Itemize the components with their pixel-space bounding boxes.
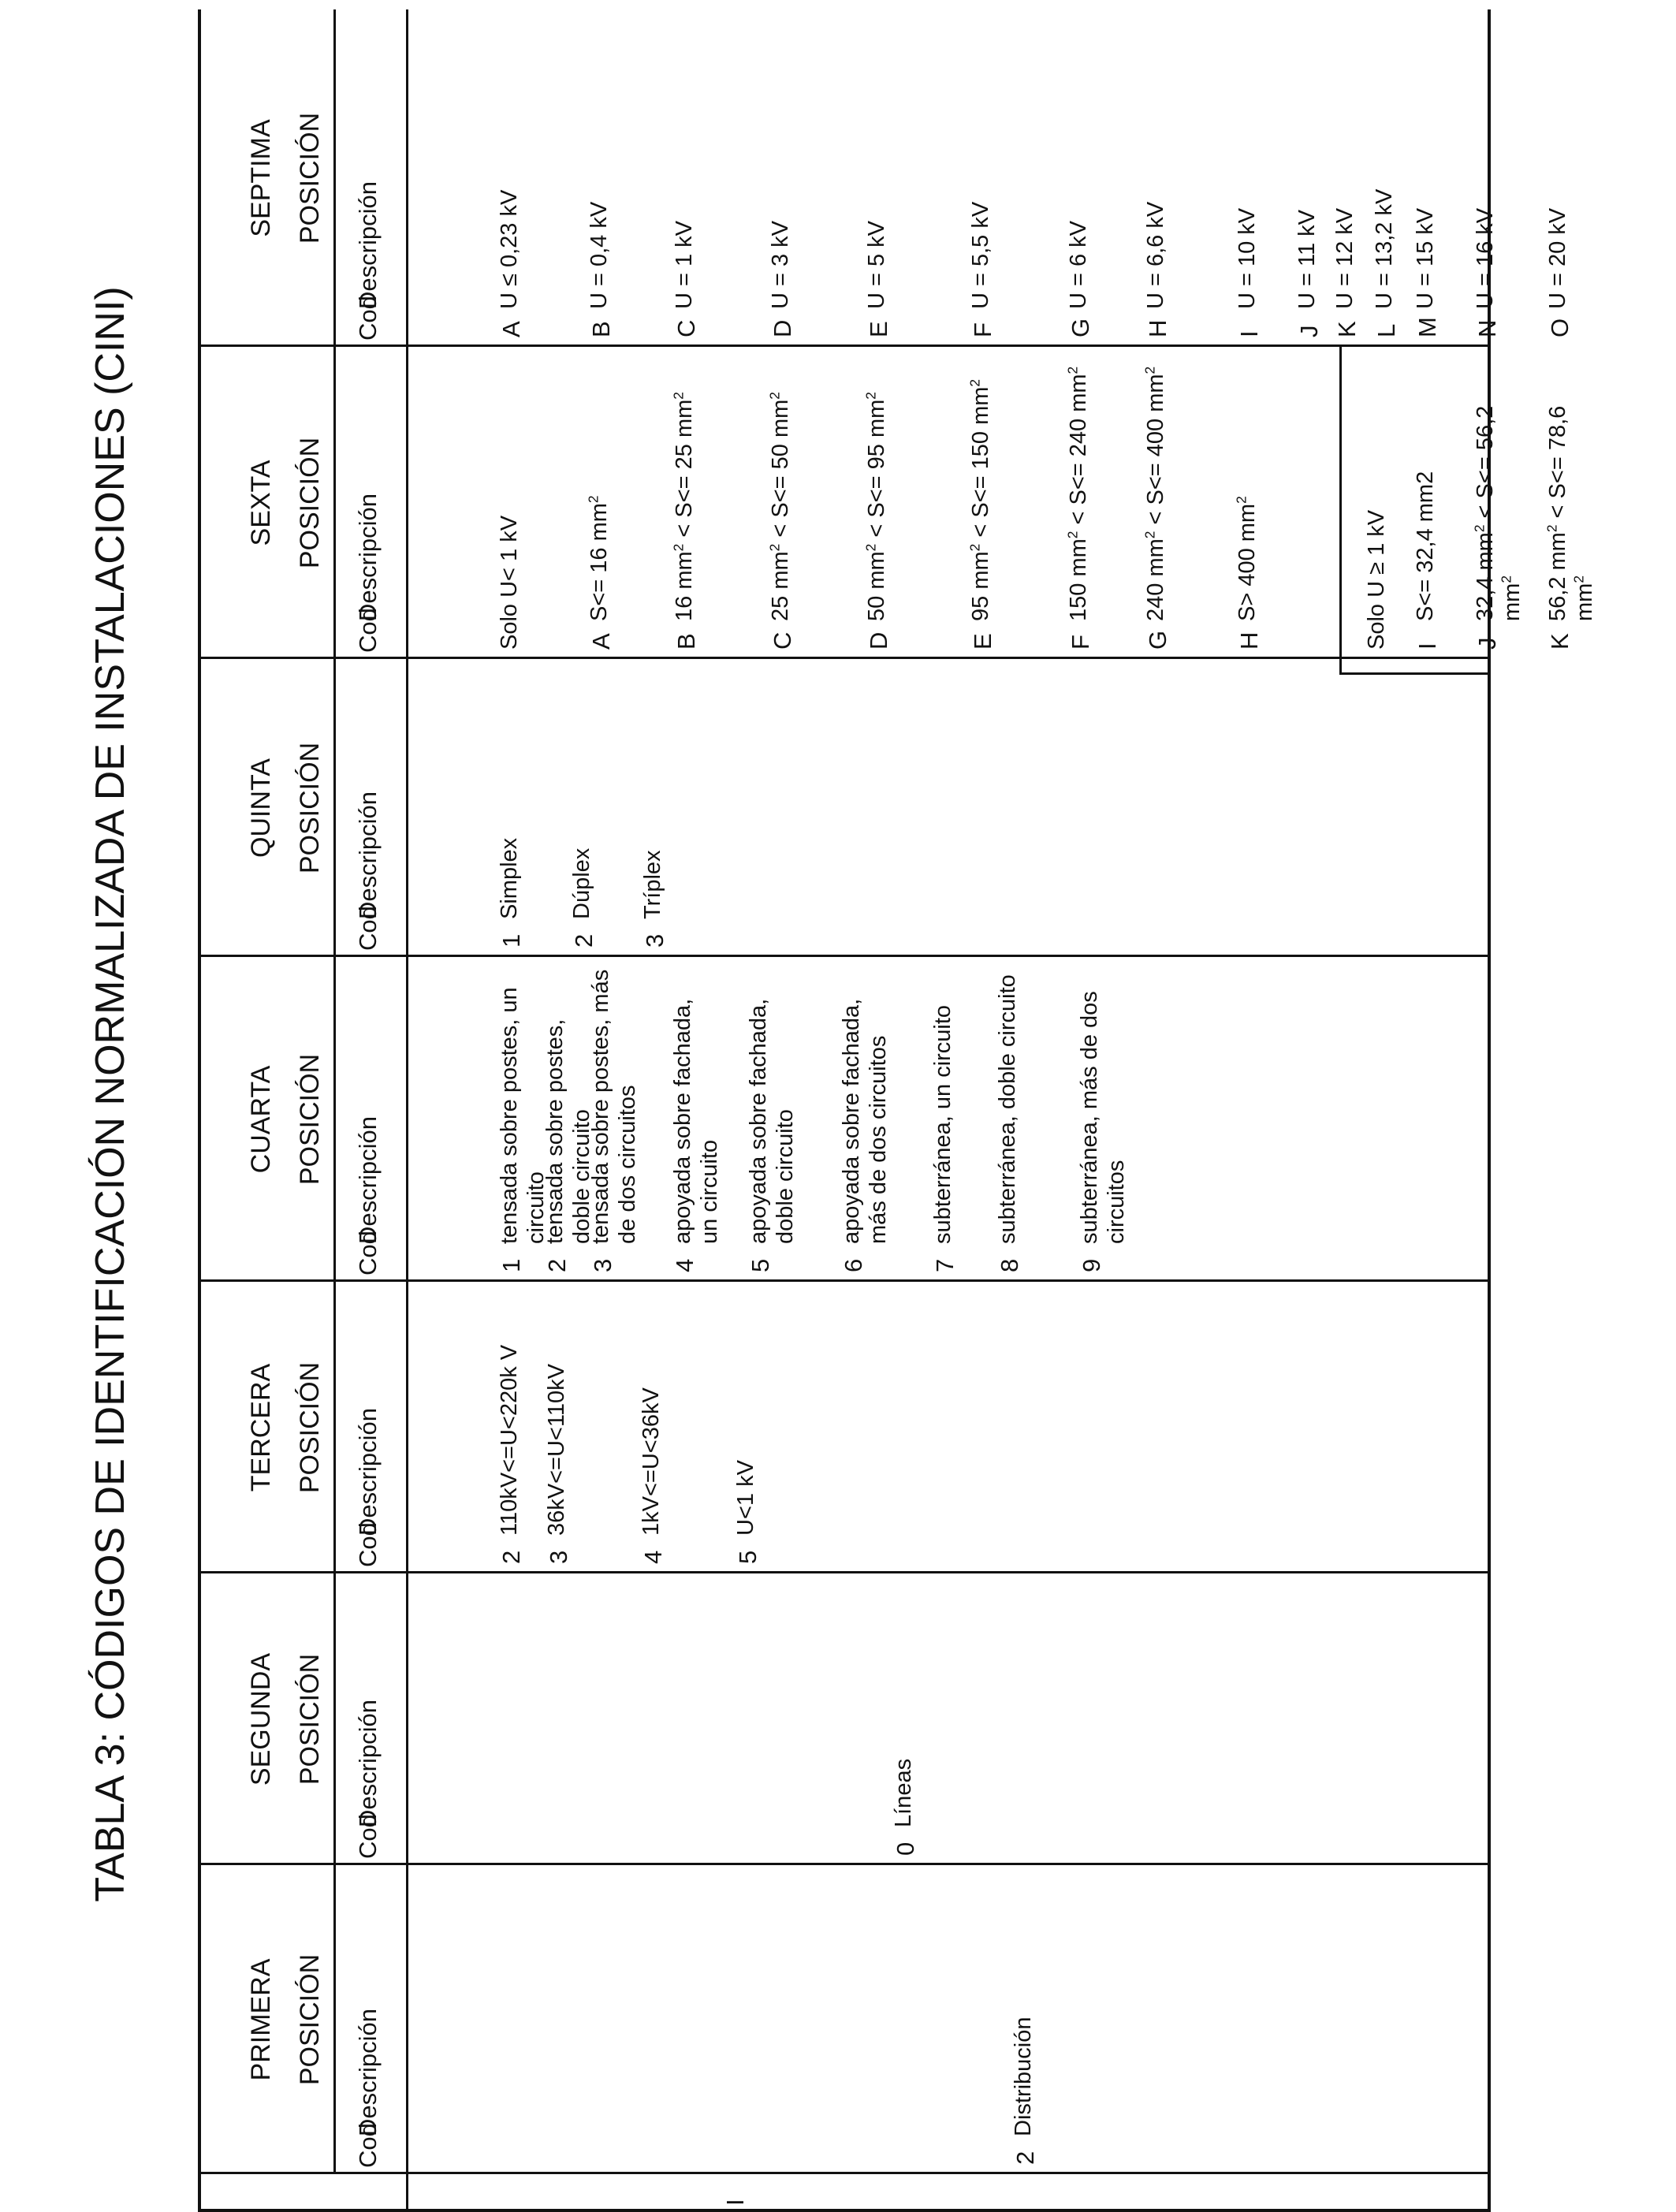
header-bottom-rule [406,9,408,2212]
row-description: 95 $mm^2 < S<= 150$ $mm^2$ [966,378,993,621]
row-code: I [1413,642,1441,650]
position-sublabel: POSICIÓN [295,112,325,244]
row-code: 4 [671,1258,698,1272]
cod-header: Cod [354,608,382,653]
row-code: G [1067,318,1094,337]
description-header: Descripción [354,493,382,621]
row-code: D [769,319,796,337]
row-description: apoyada sobre fachada, un circuito [670,998,722,1244]
row-code: 5 [734,1550,762,1564]
row-description: U = 10 kV [1235,207,1260,309]
row-description: tensada sobre postes, más de dos circuitos [588,969,640,1244]
row-code: C [672,319,700,337]
row-description: 110kV<=U<220k V [497,1344,522,1536]
row-description: U = 12 kV [1332,207,1358,309]
page-title: TABLA 3: CÓDIGOS DE IDENTIFICACIÓN NORMALIZADA DE INSTALACIONES (CINI) [88,286,133,1902]
subheader-rule [333,9,336,2174]
row-code: C [769,631,796,650]
row-description: S<= 16 $mm^2$ [585,495,612,621]
row-description: Tríplex [640,850,665,919]
row-description: U = 6,6 kV [1143,201,1168,309]
row-code: E [865,321,892,337]
row-description: S> 400 $mm^2$ [1233,496,1260,621]
column-divider [198,657,1491,659]
row-code: 8 [996,1258,1023,1272]
row-code: 1 [497,933,525,948]
row-code: K [1546,633,1574,650]
row-code: D [865,631,892,650]
row-description: Distribución [1011,2016,1036,2136]
row-code: 1 [497,1258,525,1272]
sexta-block-divider [1339,672,1491,675]
row-description: U = 6 kV [1066,220,1091,309]
column-divider [198,1863,1491,1865]
row-code: A [497,321,525,337]
row-description: U = 11 kV [1294,210,1320,309]
cod-header: Cod [354,1814,382,1859]
row-description: Simplex [497,837,522,919]
position-label: PRIMERA [246,1958,276,2081]
description-header: Descripción [354,2009,382,2136]
row-description: 1kV<=U<36kV [639,1387,664,1536]
position-label: SEGUNDA [246,1652,276,1786]
row-description: 25 $mm^2 < S<= 50$ $mm^2$ [766,392,793,621]
row-code: H [1235,631,1263,650]
cod-header: Cod [354,1522,382,1567]
row-description: 240 $mm^2 < S<= 400$ $mm^2$ [1142,366,1168,621]
position-sublabel: POSICIÓN [295,1653,325,1786]
row-description: 150 $mm^2 < S<= 240$ $mm^2$ [1064,366,1091,621]
position-label: QUINTA [246,758,276,858]
row-description: Líneas [891,1758,916,1827]
row-description: U = 5 kV [864,220,889,309]
row-code: 2 [497,1550,525,1564]
row-code: 3 [641,933,669,948]
cod-header: Cod [354,1231,382,1275]
row-code: 2 [1011,2151,1039,2165]
row-code: 6 [840,1258,867,1272]
row-code: E [969,633,996,650]
description-header: Descripción [354,181,382,309]
row-description: U<1 kV [733,1460,758,1536]
row-code: M [1413,317,1441,337]
description-header: Descripción [354,1116,382,1244]
row-code: J [1473,637,1501,650]
row-code: I [1235,330,1263,337]
row-code: 3 [589,1258,616,1272]
row-code: F [1067,635,1094,650]
row-code: 2 [570,933,598,948]
row-code: 0 [892,1841,919,1856]
position-sublabel: POSICIÓN [295,1953,325,2086]
row-description: 32,4 $mm^2 < S<= 56,2$ $mm^2$ [1471,405,1525,621]
row-code: A [587,633,615,650]
row-code: J [1295,325,1323,337]
position-sublabel: POSICIÓN [295,437,325,569]
column-divider [198,1571,1491,1573]
row-code: 2 [543,1258,571,1272]
row-description: tensada sobre postes, doble circuito [542,1018,594,1244]
first-column-value: I [721,2199,749,2206]
row-code: 3 [545,1550,572,1564]
row-description: apoyada sobre fachada, doble circuito [746,998,798,1244]
row-description: U = 16 kV [1473,207,1498,309]
row-code: K [1333,321,1361,337]
row-code: 5 [747,1258,774,1272]
column-divider [198,1279,1491,1282]
row-description: subterránea, doble circuito [995,974,1020,1244]
row-code: O [1546,318,1574,337]
row-description: U = 20 kV [1545,207,1570,309]
row-description: Dúplex [569,847,594,919]
row-description: U = 15 kV [1413,207,1438,309]
row-code: 9 [1078,1258,1105,1272]
row-description: apoyada sobre fachada, más de dos circuitos [839,998,891,1244]
row-description: U = 0,4 kV [587,201,612,309]
row-description: 50 $mm^2 < S<= 95$ $mm^2$ [862,392,889,621]
row-code: F [969,322,996,337]
description-header: Descripción [354,1700,382,1827]
position-label: SEPTIMA [246,119,276,237]
row-description: U = 3 kV [768,220,793,309]
row-code: B [587,321,615,337]
sexta-block-rule [1339,347,1342,675]
row-description: S<= 32,4 mm2 [1413,471,1438,621]
position-label: TERCERA [246,1363,276,1492]
description-header: Descripción [354,791,382,919]
row-description: tensada sobre postes, un circuito [497,987,549,1244]
column-divider [198,955,1491,957]
row-code: N [1473,319,1501,337]
cini-table [198,9,1597,2212]
row-code: G [1144,630,1171,650]
position-sublabel: POSICIÓN [295,1361,325,1494]
row-description: subterránea, un circuito [930,1004,955,1244]
row-description: U = 1 kV [672,220,697,309]
row-description: Solo U ≥ 1 kV [1364,509,1389,650]
table-rotated-frame [198,9,1597,2212]
row-code: H [1144,319,1171,337]
position-sublabel: POSICIÓN [295,1053,325,1186]
description-header: Descripción [354,1408,382,1536]
position-label: CUARTA [246,1065,276,1174]
row-description: 36kV<=U<110kV [544,1364,569,1536]
column-divider [198,344,1491,347]
cod-header: Cod [354,296,382,341]
row-code: 7 [931,1258,959,1272]
row-description: Solo U< 1 kV [497,515,522,650]
row-description: U ≤ 0,23 kV [497,189,522,309]
cod-header: Cod [354,2123,382,2168]
row-description: 56,2 $mm^2 < S<= 78,6$ $mm^2$ [1544,405,1597,621]
position-label: SEXTA [246,460,276,546]
row-code: L [1372,323,1400,337]
row-code: B [672,633,700,650]
cod-header: Cod [354,906,382,951]
position-sublabel: POSICIÓN [295,742,325,874]
row-code: 4 [639,1550,667,1564]
row-description: U = 5,5 kV [968,201,993,309]
row-description: U = 13,2 kV [1372,188,1397,309]
row-description: 16 $mm^2 < S<= 25$ $mm^2$ [670,392,697,621]
row-description: subterránea, más de dos circuitos [1077,991,1129,1244]
column-divider [198,2172,1491,2174]
